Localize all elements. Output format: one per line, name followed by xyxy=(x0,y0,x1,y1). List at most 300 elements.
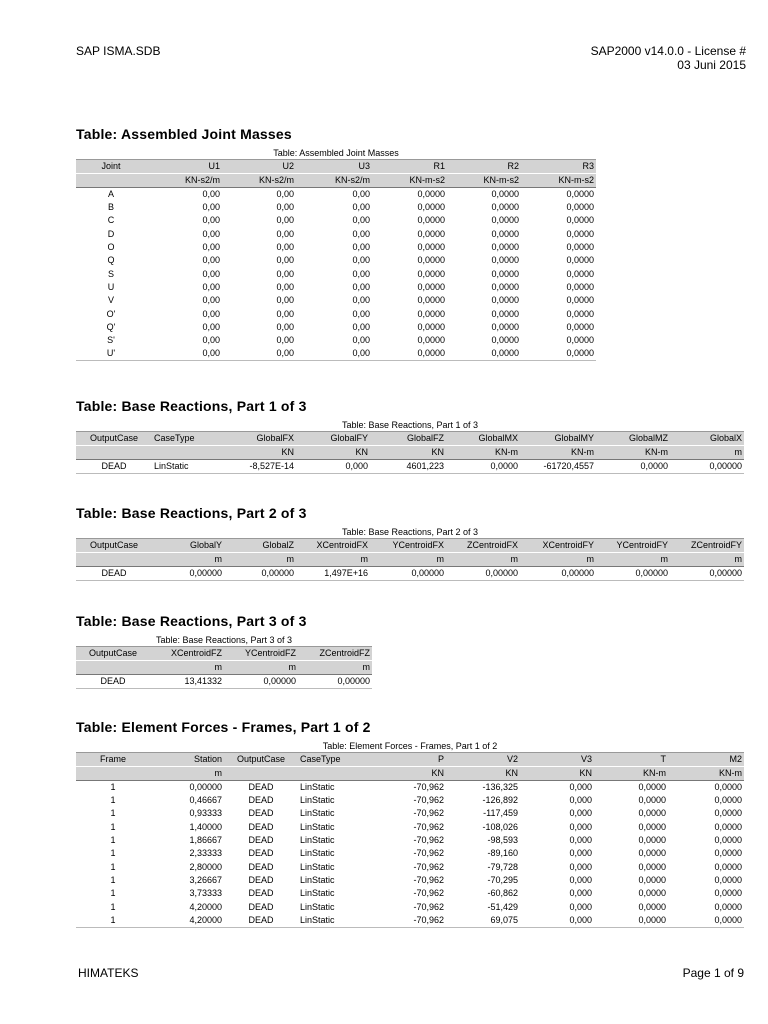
joint-masses-cell: 0,0000 xyxy=(417,268,445,279)
joint-masses-cell: 0,00 xyxy=(202,308,220,319)
element-forces-cell: 69,075 xyxy=(446,914,520,928)
element-forces-cell: 2,33333 xyxy=(189,848,222,859)
base-reactions-2-cell: 0,00000 xyxy=(670,567,744,581)
element-forces-cell: LinStatic xyxy=(300,861,335,872)
base-reactions-3-caption: Table: Base Reactions, Part 3 of 3 xyxy=(155,635,293,645)
table-row xyxy=(76,188,596,202)
joint-masses-cell: 0,00 xyxy=(352,308,370,319)
base-reactions-1-body xyxy=(76,460,744,474)
base-reactions-1-cell: GlobalX xyxy=(670,432,744,446)
table-row xyxy=(76,254,596,267)
element-forces-section xyxy=(76,719,744,928)
element-forces-cell: 0,0000 xyxy=(714,888,742,899)
joint-masses-caption: Table: Assembled Joint Masses xyxy=(273,148,399,158)
joint-masses-title: Table: Assembled Joint Masses xyxy=(76,126,292,142)
element-forces-cell: -136,325 xyxy=(482,782,518,792)
joint-masses-cell: 0,00 xyxy=(202,321,220,332)
base-reactions-1-cell: KN xyxy=(370,446,446,460)
table-row xyxy=(76,914,744,928)
element-forces-cell: DEAD xyxy=(248,848,274,859)
joint-masses-cell: 0,00 xyxy=(202,189,220,199)
base-reactions-1-title: Table: Base Reactions, Part 1 of 3 xyxy=(76,398,307,414)
base-reactions-1-cell: DEAD xyxy=(76,460,152,474)
element-forces-cell: 1 xyxy=(110,874,116,885)
joint-masses-cell: 0,00 xyxy=(296,347,372,361)
joint-masses-cell: 0,0000 xyxy=(491,335,519,346)
base-reactions-1-cell: LinStatic xyxy=(152,460,224,474)
element-forces-cell: -98,593 xyxy=(487,835,518,846)
element-forces-cell: LinStatic xyxy=(300,848,335,859)
joint-masses-cell: Q xyxy=(107,255,115,266)
program-version: SAP2000 v14.0.0 - License # xyxy=(590,44,746,58)
joint-masses-cell: 0,0000 xyxy=(566,215,594,226)
base-reactions-3-units-row xyxy=(76,661,372,675)
joint-masses-cell: 0,0000 xyxy=(491,295,519,306)
element-forces-cell: 0,0000 xyxy=(714,848,742,859)
base-reactions-2-header-row xyxy=(76,539,744,553)
element-forces-cell: 3,26667 xyxy=(189,874,222,885)
page-header-right xyxy=(591,44,746,72)
joint-masses-cell: O' xyxy=(106,308,116,319)
joint-masses-section xyxy=(76,126,596,361)
base-reactions-1-cell: GlobalFX xyxy=(224,432,296,446)
element-forces-cell: P xyxy=(372,753,446,767)
element-forces-cell: 1 xyxy=(110,888,116,899)
element-forces-cell: -70,962 xyxy=(413,901,444,912)
base-reactions-2-cell: 0,00000 xyxy=(152,567,224,581)
element-forces-cell: 0,000 xyxy=(569,808,592,819)
joint-masses-head xyxy=(76,160,596,188)
base-reactions-2-cell: GlobalZ xyxy=(224,539,296,553)
element-forces-cell: DEAD xyxy=(248,808,274,819)
base-reactions-1-cell xyxy=(76,446,152,460)
base-reactions-2-caption: Table: Base Reactions, Part 2 of 3 xyxy=(341,527,479,537)
joint-masses-cell: 0,0000 xyxy=(491,202,519,213)
joint-masses-cell: 0,00 xyxy=(222,347,296,361)
table-row xyxy=(76,781,744,795)
element-forces-cell: 0,0000 xyxy=(594,914,668,928)
element-forces-cell: -70,962 xyxy=(413,874,444,885)
element-forces-cell: LinStatic xyxy=(298,914,372,928)
joint-masses-cell: 0,0000 xyxy=(417,228,445,239)
joint-masses-cell: 0,0000 xyxy=(372,347,447,361)
element-forces-cell: 0,0000 xyxy=(638,901,666,912)
base-reactions-3-title: Table: Base Reactions, Part 3 of 3 xyxy=(76,613,307,629)
table-row xyxy=(76,347,596,361)
table-row xyxy=(76,834,744,847)
element-forces-cell xyxy=(224,767,298,781)
base-reactions-2-cell: XCentroidFX xyxy=(296,539,370,553)
element-forces-cell: 0,000 xyxy=(569,901,592,912)
element-forces-cell: -79,728 xyxy=(487,861,518,872)
element-forces-cell: 0,46667 xyxy=(189,795,222,806)
base-reactions-1-caption: Table: Base Reactions, Part 1 of 3 xyxy=(341,420,479,430)
joint-masses-cell: 0,0000 xyxy=(491,228,519,239)
base-reactions-2-cell: 0,00000 xyxy=(520,567,596,581)
element-forces-cell: V2 xyxy=(446,753,520,767)
table-row xyxy=(76,887,744,900)
joint-masses-cell: D xyxy=(107,228,115,239)
element-forces-cell: -70,962 xyxy=(413,888,444,899)
joint-masses-cell: 0,0000 xyxy=(521,347,596,361)
joint-masses-cell: 0,00 xyxy=(276,202,294,213)
joint-masses-cell: KN-m-s2 xyxy=(372,174,447,188)
joint-masses-cell: 0,0000 xyxy=(491,308,519,319)
table-row xyxy=(76,821,744,834)
base-reactions-2-cell: m xyxy=(596,553,670,567)
joint-masses-cell: 0,00 xyxy=(276,308,294,319)
joint-masses-cell: U2 xyxy=(222,160,296,174)
base-reactions-1-cell: -61720,4557 xyxy=(520,460,596,474)
joint-masses-cell: 0,0000 xyxy=(566,268,594,279)
element-forces-cell: -70,962 xyxy=(413,821,444,832)
joint-masses-cell: 0,00 xyxy=(276,215,294,226)
joint-masses-cell: 0,0000 xyxy=(566,335,594,346)
element-forces-cell: 0,0000 xyxy=(638,795,666,806)
base-reactions-3-head xyxy=(76,647,372,675)
joint-masses-cell: U xyxy=(107,281,115,292)
element-forces-cell: m xyxy=(150,767,224,781)
joint-masses-cell: U1 xyxy=(146,160,222,174)
joint-masses-cell: V xyxy=(107,295,114,306)
element-forces-cell: 0,0000 xyxy=(638,808,666,819)
base-reactions-2-cell: 0,00000 xyxy=(446,567,520,581)
base-reactions-1-cell: CaseType xyxy=(152,432,224,446)
element-forces-cell: 4,20000 xyxy=(189,901,222,912)
joint-masses-cell: 0,0000 xyxy=(566,308,594,319)
element-forces-cell: KN xyxy=(520,767,594,781)
joint-masses-cell: 0,00 xyxy=(352,295,370,306)
joint-masses-cell: 0,0000 xyxy=(566,321,594,332)
base-reactions-2-title: Table: Base Reactions, Part 2 of 3 xyxy=(76,505,307,521)
joint-masses-cell: 0,0000 xyxy=(417,202,445,213)
joint-masses-cell: 0,00 xyxy=(352,242,370,253)
element-forces-cell: Station xyxy=(150,753,224,767)
element-forces-cell: DEAD xyxy=(224,914,298,928)
base-reactions-3-cell: m xyxy=(224,661,298,675)
element-forces-cell: T xyxy=(594,753,668,767)
joint-masses-cell: 0,00 xyxy=(276,242,294,253)
element-forces-cell: -89,160 xyxy=(487,848,518,859)
page-footer-left: HIMATEKS xyxy=(78,966,139,980)
joint-masses-cell: 0,0000 xyxy=(566,228,594,239)
base-reactions-2-cell: XCentroidFY xyxy=(520,539,596,553)
joint-masses-cell: 0,00 xyxy=(202,335,220,346)
joint-masses-cell: 0,00 xyxy=(276,228,294,239)
table-row xyxy=(76,874,744,887)
joint-masses-cell xyxy=(76,174,146,188)
element-forces-body xyxy=(76,781,744,928)
report-date: 03 Juni 2015 xyxy=(677,58,746,72)
base-reactions-1-cell: m xyxy=(670,446,744,460)
base-reactions-1-header-row xyxy=(76,432,744,446)
element-forces-cell: -126,892 xyxy=(482,795,518,806)
element-forces-cell xyxy=(298,767,372,781)
joint-masses-cell: 0,0000 xyxy=(417,242,445,253)
base-reactions-1-cell: KN xyxy=(224,446,296,460)
base-reactions-1-cell: KN-m xyxy=(520,446,596,460)
base-reactions-3-cell xyxy=(76,661,150,675)
base-reactions-1-cell: KN xyxy=(296,446,370,460)
joint-masses-cell: 0,00 xyxy=(276,281,294,292)
joint-masses-cell: C xyxy=(107,215,115,226)
joint-masses-cell: 0,0000 xyxy=(417,335,445,346)
base-reactions-2-cell: 0,00000 xyxy=(224,567,296,581)
joint-masses-cell: R2 xyxy=(447,160,521,174)
joint-masses-cell: 0,0000 xyxy=(417,255,445,266)
base-reactions-1-table xyxy=(76,431,744,474)
base-reactions-2-head xyxy=(76,539,744,567)
base-reactions-2-cell: m xyxy=(152,553,224,567)
element-forces-cell: KN-m xyxy=(594,767,668,781)
table-row xyxy=(76,860,744,873)
base-reactions-1-section xyxy=(76,398,744,474)
joint-masses-cell: 0,00 xyxy=(202,215,220,226)
element-forces-cell: 0,000 xyxy=(569,848,592,859)
element-forces-cell: 0,0000 xyxy=(638,835,666,846)
base-reactions-1-cell: KN-m xyxy=(446,446,520,460)
element-forces-cell: 1 xyxy=(110,901,116,912)
element-forces-cell: 4,20000 xyxy=(150,914,224,928)
element-forces-cell xyxy=(76,767,150,781)
element-forces-cell: 1 xyxy=(110,795,116,806)
table-row xyxy=(76,267,596,280)
base-reactions-1-cell: 0,0000 xyxy=(446,460,520,474)
base-reactions-2-cell: GlobalY xyxy=(152,539,224,553)
joint-masses-cell: 0,0000 xyxy=(447,347,521,361)
base-reactions-2-cell: m xyxy=(370,553,446,567)
element-forces-cell: DEAD xyxy=(248,874,274,885)
joint-masses-cell: 0,00 xyxy=(202,202,220,213)
element-forces-cell: 0,0000 xyxy=(714,835,742,846)
element-forces-cell: 0,0000 xyxy=(638,848,666,859)
joint-masses-cell: KN-s2/m xyxy=(146,174,222,188)
base-reactions-3-cell: m xyxy=(150,661,224,675)
joint-masses-cell: S xyxy=(107,268,114,279)
element-forces-cell: KN xyxy=(372,767,446,781)
element-forces-cell: 0,0000 xyxy=(638,861,666,872)
element-forces-cell: KN-m xyxy=(668,767,744,781)
joint-masses-cell: 0,00 xyxy=(202,295,220,306)
element-forces-cell: -70,962 xyxy=(413,782,444,792)
element-forces-cell: -70,295 xyxy=(487,874,518,885)
element-forces-cell: -70,962 xyxy=(413,861,444,872)
element-forces-cell: DEAD xyxy=(248,782,274,792)
base-reactions-1-cell: OutputCase xyxy=(76,432,152,446)
joint-masses-cell: U3 xyxy=(296,160,372,174)
element-forces-cell: 0,0000 xyxy=(638,782,666,792)
joint-masses-cell: KN-s2/m xyxy=(296,174,372,188)
joint-masses-cell: 0,00 xyxy=(352,281,370,292)
joint-masses-cell: 0,00 xyxy=(202,242,220,253)
base-reactions-2-table xyxy=(76,538,744,581)
element-forces-cell: DEAD xyxy=(248,888,274,899)
element-forces-cell: LinStatic xyxy=(300,821,335,832)
base-reactions-2-cell: ZCentroidFX xyxy=(446,539,520,553)
base-reactions-2-body xyxy=(76,567,744,581)
base-reactions-3-cell: OutputCase xyxy=(76,647,150,661)
joint-masses-cell: 0,0000 xyxy=(566,295,594,306)
base-reactions-2-cell: DEAD xyxy=(76,567,152,581)
joint-masses-units-row xyxy=(76,174,596,188)
base-reactions-3-cell: XCentroidFZ xyxy=(150,647,224,661)
element-forces-cell: -70,962 xyxy=(413,835,444,846)
element-forces-cell: LinStatic xyxy=(300,888,335,899)
base-reactions-2-cell: m xyxy=(296,553,370,567)
element-forces-cell: DEAD xyxy=(248,861,274,872)
element-forces-cell: 0,000 xyxy=(569,795,592,806)
joint-masses-cell: 0,00 xyxy=(276,335,294,346)
joint-masses-cell: 0,0000 xyxy=(491,268,519,279)
joint-masses-cell: 0,00 xyxy=(202,228,220,239)
base-reactions-3-header-row xyxy=(76,647,372,661)
element-forces-cell: DEAD xyxy=(248,795,274,806)
table-row xyxy=(76,460,744,474)
element-forces-cell: 0,0000 xyxy=(714,795,742,806)
joint-masses-cell: 0,0000 xyxy=(417,308,445,319)
element-forces-cell: LinStatic xyxy=(300,835,335,846)
base-reactions-2-cell: 0,00000 xyxy=(370,567,446,581)
element-forces-cell: 0,0000 xyxy=(638,821,666,832)
joint-masses-cell: Q' xyxy=(106,321,116,332)
element-forces-units-row xyxy=(76,767,744,781)
joint-masses-cell: 0,0000 xyxy=(491,189,519,199)
element-forces-cell: 2,80000 xyxy=(189,861,222,872)
base-reactions-3-cell: DEAD xyxy=(76,675,150,689)
joint-masses-cell: 0,00 xyxy=(352,215,370,226)
joint-masses-cell: KN-m-s2 xyxy=(521,174,596,188)
element-forces-cell: LinStatic xyxy=(300,901,335,912)
table-row xyxy=(76,807,744,820)
base-reactions-2-cell xyxy=(76,553,152,567)
joint-masses-cell: 0,0000 xyxy=(491,255,519,266)
element-forces-cell: 0,0000 xyxy=(714,821,742,832)
element-forces-cell: OutputCase xyxy=(224,753,298,767)
joint-masses-cell: 0,00 xyxy=(352,321,370,332)
joint-masses-cell: 0,00 xyxy=(276,189,294,199)
base-reactions-1-cell: KN-m xyxy=(596,446,670,460)
joint-masses-cell: 0,00 xyxy=(202,255,220,266)
element-forces-cell: DEAD xyxy=(248,835,274,846)
joint-masses-cell: A xyxy=(107,189,114,199)
joint-masses-cell: 0,00 xyxy=(202,268,220,279)
table-row xyxy=(76,567,744,581)
base-reactions-1-cell: -8,527E-14 xyxy=(224,460,296,474)
joint-masses-header-row xyxy=(76,160,596,174)
joint-masses-cell: 0,00 xyxy=(352,202,370,213)
joint-masses-cell: U' xyxy=(76,347,146,361)
joint-masses-cell: 0,0000 xyxy=(491,242,519,253)
joint-masses-cell: 0,00 xyxy=(352,335,370,346)
table-row xyxy=(76,214,596,227)
element-forces-cell: 0,0000 xyxy=(714,808,742,819)
element-forces-cell: -70,962 xyxy=(413,848,444,859)
element-forces-cell: 1 xyxy=(110,835,116,846)
base-reactions-3-body xyxy=(76,675,372,689)
element-forces-cell: LinStatic xyxy=(300,808,335,819)
page-footer-right: Page 1 of 9 xyxy=(682,966,744,980)
table-row xyxy=(76,675,372,689)
joint-masses-cell: 0,00 xyxy=(202,281,220,292)
element-forces-cell: 3,73333 xyxy=(189,888,222,899)
base-reactions-1-cell: GlobalMY xyxy=(520,432,596,446)
base-reactions-1-head xyxy=(76,432,744,460)
element-forces-cell: 0,000 xyxy=(569,821,592,832)
joint-masses-cell: 0,0000 xyxy=(566,242,594,253)
element-forces-cell: 1 xyxy=(76,914,150,928)
base-reactions-1-cell: GlobalFY xyxy=(296,432,370,446)
base-reactions-2-cell: 1,497E+16 xyxy=(296,567,370,581)
element-forces-cell: Frame xyxy=(76,753,150,767)
joint-masses-cell: 0,00 xyxy=(276,255,294,266)
element-forces-title: Table: Element Forces - Frames, Part 1 of 2 xyxy=(76,719,371,735)
table-row xyxy=(76,241,596,254)
joint-masses-cell: 0,0000 xyxy=(566,255,594,266)
joint-masses-cell: 0,00 xyxy=(352,189,370,199)
element-forces-cell: 1 xyxy=(110,808,116,819)
element-forces-cell: -70,962 xyxy=(413,795,444,806)
joint-masses-cell: 0,0000 xyxy=(491,215,519,226)
element-forces-cell: V3 xyxy=(520,753,594,767)
joint-masses-cell: O xyxy=(107,242,115,253)
joint-masses-cell: 0,00 xyxy=(352,228,370,239)
joint-masses-cell: 0,0000 xyxy=(566,189,594,199)
joint-masses-cell: KN-m-s2 xyxy=(447,174,521,188)
element-forces-cell: 1,40000 xyxy=(189,821,222,832)
joint-masses-cell: 0,00 xyxy=(352,268,370,279)
element-forces-cell: -51,429 xyxy=(487,901,518,912)
joint-masses-cell: 0,00 xyxy=(352,255,370,266)
base-reactions-2-cell: ZCentroidFY xyxy=(670,539,744,553)
base-reactions-1-cell: 0,00000 xyxy=(670,460,744,474)
element-forces-cell: 0,000 xyxy=(569,835,592,846)
joint-masses-cell: KN-s2/m xyxy=(222,174,296,188)
base-reactions-1-cell: GlobalFZ xyxy=(370,432,446,446)
base-reactions-3-cell: ZCentroidFZ xyxy=(298,647,372,661)
element-forces-cell: 0,0000 xyxy=(714,901,742,912)
element-forces-cell: 1 xyxy=(110,861,116,872)
table-row xyxy=(76,201,596,214)
base-reactions-2-section xyxy=(76,505,744,581)
element-forces-cell: 0,000 xyxy=(569,861,592,872)
joint-masses-cell: Joint xyxy=(76,160,146,174)
joint-masses-cell: 0,0000 xyxy=(417,295,445,306)
base-reactions-2-cell: m xyxy=(446,553,520,567)
element-forces-cell: -117,459 xyxy=(483,808,518,819)
element-forces-cell: 0,000 xyxy=(569,874,592,885)
joint-masses-cell: 0,0000 xyxy=(417,189,445,199)
element-forces-cell: 0,000 xyxy=(569,782,592,792)
base-reactions-2-cell: m xyxy=(520,553,596,567)
base-reactions-1-cell: GlobalMX xyxy=(446,432,520,446)
base-reactions-2-cell: 0,00000 xyxy=(596,567,670,581)
joint-masses-cell: B xyxy=(107,202,114,213)
joint-masses-cell: 0,00 xyxy=(276,268,294,279)
table-row xyxy=(76,900,744,913)
joint-masses-cell: 0,0000 xyxy=(491,321,519,332)
joint-masses-cell: 0,0000 xyxy=(491,281,519,292)
element-forces-cell: DEAD xyxy=(248,821,274,832)
element-forces-cell: DEAD xyxy=(248,901,274,912)
element-forces-caption: Table: Element Forces - Frames, Part 1 of 2 xyxy=(322,741,498,751)
joint-masses-cell: R1 xyxy=(372,160,447,174)
element-forces-cell: 0,0000 xyxy=(714,861,742,872)
joint-masses-body xyxy=(76,188,596,361)
table-row xyxy=(76,794,744,807)
table-row xyxy=(76,294,596,307)
base-reactions-2-cell: m xyxy=(224,553,296,567)
joint-masses-cell: 0,0000 xyxy=(417,281,445,292)
